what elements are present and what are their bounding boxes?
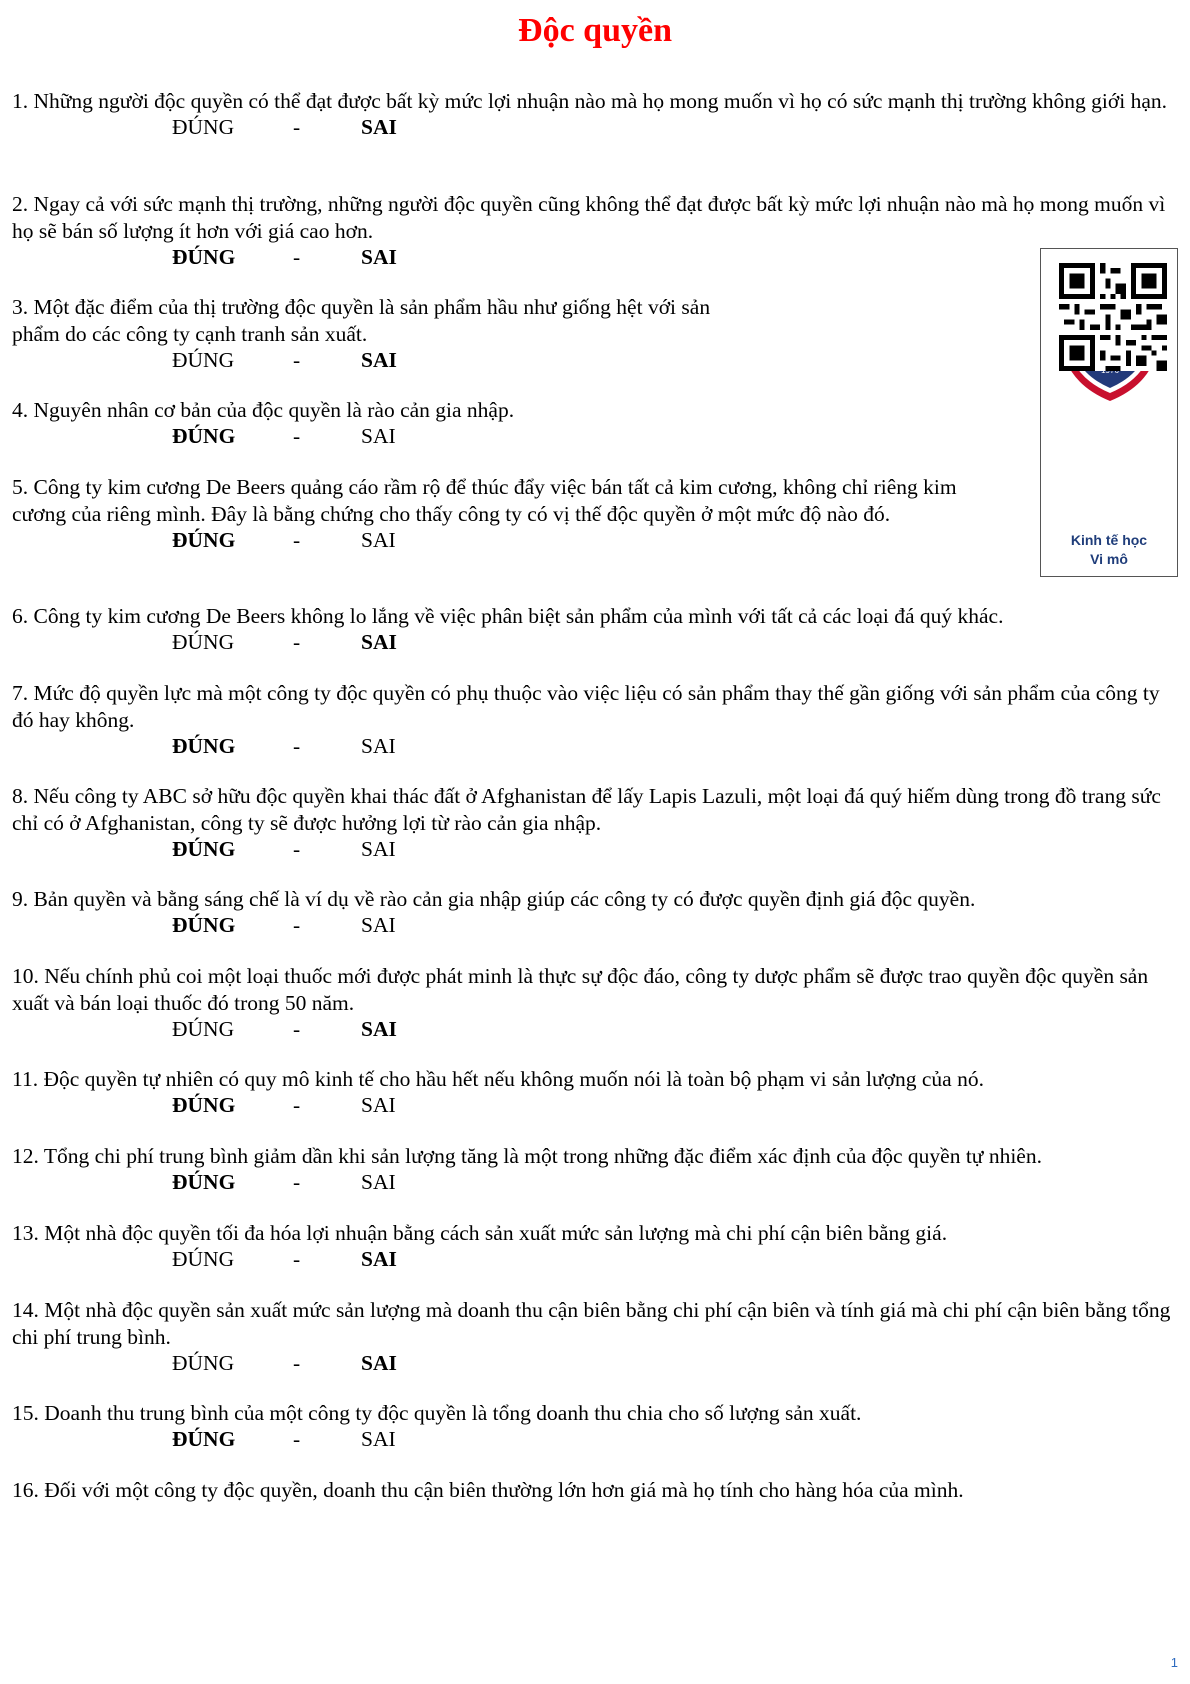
answer-separator: - <box>293 1427 301 1451</box>
answer-false: SAI <box>361 1427 396 1451</box>
question-text <box>12 397 1172 424</box>
answer-separator: - <box>293 1093 301 1117</box>
answer-false: SAI <box>361 348 397 372</box>
answer-true: ĐÚNG <box>172 424 236 448</box>
answer-separator: - <box>293 913 301 937</box>
question-number: 4. <box>12 398 29 422</box>
question-number: 16. <box>12 1478 39 1502</box>
answer-true: ĐÚNG <box>172 528 236 552</box>
answer-row <box>0 1426 500 1453</box>
question-body: Nếu công ty ABC sở hữu độc quyền khai thác đất ở Afghanistan để lấy Lapis Lazuli, một loại đá quý hiếm dùng trong đồ trang sức chỉ có ở Afghanistan, công ty sẽ được hưởng lợi từ rào cản gia nhập. <box>12 784 1161 835</box>
answer-row <box>0 1092 500 1119</box>
question-body: Mức độ quyền lực mà một công ty độc quyền có phụ thuộc vào việc liệu có sản phẩm thay thế gần giống với sản phẩm của công ty đó hay không. <box>12 681 1160 732</box>
answer-true: ĐÚNG <box>172 1017 235 1041</box>
answer-false: SAI <box>361 913 396 937</box>
answer-separator: - <box>293 245 301 269</box>
question-number: 12. <box>12 1144 39 1168</box>
answer-separator: - <box>293 630 301 654</box>
logo-caption-line1: Kinh tế học <box>1070 532 1148 548</box>
answer-row <box>0 1246 500 1273</box>
question-text <box>12 1066 1172 1093</box>
answer-row <box>0 733 500 760</box>
question-body: Tổng chi phí trung bình giảm dần khi sản lượng tăng là một trong những đặc điểm xác định của độc quyền tự nhiên. <box>43 1144 1042 1168</box>
question-number: 11. <box>12 1067 39 1091</box>
question-text <box>12 1477 1172 1504</box>
answer-true: ĐÚNG <box>172 348 235 372</box>
answer-true: ĐÚNG <box>172 837 236 861</box>
answer-row <box>0 1169 500 1196</box>
answer-separator: - <box>293 424 301 448</box>
answer-true: ĐÚNG <box>172 1247 235 1271</box>
question-number: 7. <box>12 681 29 705</box>
answer-false: SAI <box>361 630 397 654</box>
question-number: 13. <box>12 1221 39 1245</box>
question-body: Những người độc quyền có thể đạt được bất kỳ mức lợi nhuận nào mà họ mong muốn vì họ có sức mạnh thị trường không giới hạn. <box>33 89 1168 113</box>
question-text <box>12 1297 1172 1351</box>
answer-false: SAI <box>361 734 396 758</box>
question-number: 2. <box>12 192 29 216</box>
question-text <box>12 886 1172 913</box>
question-number: 3. <box>12 295 29 319</box>
answer-true: ĐÚNG <box>172 630 235 654</box>
answer-false: SAI <box>361 528 396 552</box>
answer-false: SAI <box>361 837 396 861</box>
question-text <box>12 88 1172 115</box>
question-body: Độc quyền tự nhiên có quy mô kinh tế cho hầu hết nếu không muốn nói là toàn bộ phạm vi sản lượng của nó. <box>43 1067 984 1091</box>
question-text <box>12 783 1172 837</box>
answer-false: SAI <box>361 1170 396 1194</box>
answer-true: ĐÚNG <box>172 734 236 758</box>
hub-logo-card <box>1040 248 1178 577</box>
answer-false: SAI <box>361 245 397 269</box>
answer-separator: - <box>293 1351 301 1375</box>
question-text <box>12 1220 1172 1247</box>
question-number: 9. <box>12 887 29 911</box>
answer-false: SAI <box>361 424 396 448</box>
answer-true: ĐÚNG <box>172 913 236 937</box>
answer-separator: - <box>293 348 301 372</box>
answer-separator: - <box>293 115 301 139</box>
answer-row <box>0 1016 500 1043</box>
question-text <box>12 474 1002 528</box>
question-body: Đối với một công ty độc quyền, doanh thu cận biên thường lớn hơn giá mà họ tính cho hàng hóa của mình. <box>44 1478 964 1502</box>
answer-row <box>0 912 500 939</box>
answer-true: ĐÚNG <box>172 1170 236 1194</box>
answer-separator: - <box>293 734 301 758</box>
answer-separator: - <box>293 1247 301 1271</box>
question-body: Ngay cả với sức mạnh thị trường, những người độc quyền cũng không thể đạt được bất kỳ mức lợi nhuận nào mà họ mong muốn vì họ sẽ bán số lượng ít hơn với giá cao hơn. <box>12 192 1166 243</box>
answer-row <box>0 836 500 863</box>
answer-row <box>0 1350 500 1377</box>
answer-true: ĐÚNG <box>172 1427 236 1451</box>
page-number: 1 <box>1170 1655 1178 1670</box>
question-number: 8. <box>12 784 29 808</box>
qr-code-icon <box>1059 263 1167 371</box>
answer-true: ĐÚNG <box>172 1093 236 1117</box>
answer-true: ĐÚNG <box>172 1351 235 1375</box>
question-body: Công ty kim cương De Beers quảng cáo rầm rộ để thúc đẩy việc bán tất cả kim cương, không chỉ riêng kim cương của riêng mình. Đây là bằng chứng cho thấy công ty có vị thế độc quyền ở một mức độ nào đó. <box>12 475 957 526</box>
question-body: Một đặc điểm của thị trường độc quyền là sản phẩm hầu như giống hệt với sản phẩm do các công ty cạnh tranh sản xuất. <box>12 295 711 346</box>
answer-row <box>0 114 500 141</box>
question-body: Doanh thu trung bình của một công ty độc quyền là tổng doanh thu chia cho số lượng sản xuất. <box>44 1401 862 1425</box>
question-text <box>12 294 712 348</box>
answer-row <box>0 423 500 450</box>
question-number: 15. <box>12 1401 39 1425</box>
answer-separator: - <box>293 837 301 861</box>
question-text <box>12 603 1172 630</box>
answer-false: SAI <box>361 1351 397 1375</box>
answer-false: SAI <box>361 1247 397 1271</box>
question-body: Bản quyền và bằng sáng chế là ví dụ về rào cản gia nhập giúp các công ty có được quyền định giá độc quyền. <box>33 887 976 911</box>
question-body: Nguyên nhân cơ bản của độc quyền là rào cản gia nhập. <box>33 398 515 422</box>
question-number: 6. <box>12 604 29 628</box>
answer-false: SAI <box>361 1093 396 1117</box>
logo-caption-line2: Vi mô <box>1090 551 1128 567</box>
question-body: Một nhà độc quyền sản xuất mức sản lượng mà doanh thu cận biên bằng chi phí cận biên và tính giá mà chi phí cận biên bằng tổng chi phí trung bình. <box>12 1298 1171 1349</box>
answer-row <box>0 527 500 554</box>
question-number: 14. <box>12 1298 39 1322</box>
question-text <box>12 191 1172 245</box>
page-title: Độc quyền <box>518 12 672 49</box>
answer-false: SAI <box>361 1017 397 1041</box>
question-text <box>12 963 1172 1017</box>
answer-row <box>0 629 500 656</box>
answer-row <box>0 244 500 271</box>
question-number: 10. <box>12 964 39 988</box>
question-text <box>12 1400 1172 1427</box>
question-number: 5. <box>12 475 29 499</box>
answer-false: SAI <box>361 115 397 139</box>
question-body: Một nhà độc quyền tối đa hóa lợi nhuận bằng cách sản xuất mức sản lượng mà chi phí cận biên bằng giá. <box>44 1221 948 1245</box>
answer-separator: - <box>293 528 301 552</box>
answer-true: ĐÚNG <box>172 115 235 139</box>
question-text <box>12 1143 1172 1170</box>
logo-caption <box>1041 531 1177 569</box>
answer-true: ĐÚNG <box>172 245 236 269</box>
question-number: 1. <box>12 89 29 113</box>
answer-row <box>0 347 500 374</box>
answer-separator: - <box>293 1170 301 1194</box>
question-body: Công ty kim cương De Beers không lo lắng về việc phân biệt sản phẩm của mình với tất cả các loại đá quý khác. <box>33 604 1004 628</box>
answer-separator: - <box>293 1017 301 1041</box>
question-text <box>12 680 1172 734</box>
question-body: Nếu chính phủ coi một loại thuốc mới được phát minh là thực sự độc đáo, công ty dược phẩm sẽ được trao quyền độc quyền sản xuất và bán loại thuốc đó trong 50 năm. <box>12 964 1149 1015</box>
